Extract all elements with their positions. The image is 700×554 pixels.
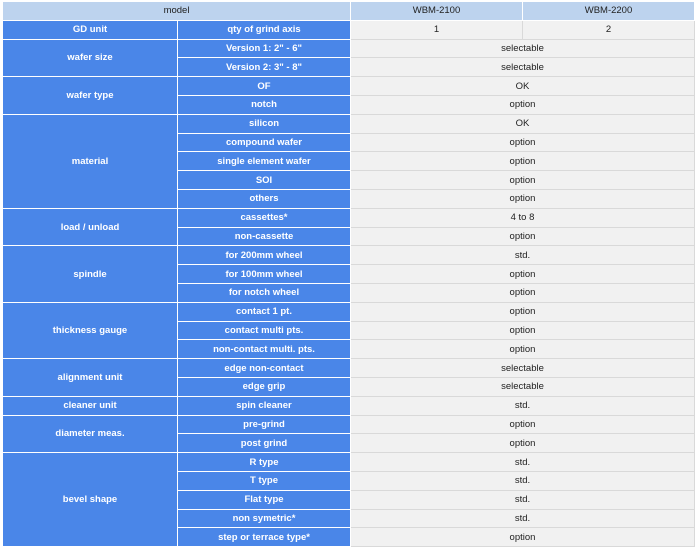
item-label: non symetric* — [178, 510, 351, 529]
item-label: others — [178, 190, 351, 209]
table-row — [3, 359, 695, 378]
item-value: selectable — [351, 40, 695, 59]
item-value: option — [351, 171, 695, 190]
item-value: std. — [351, 453, 695, 472]
item-label: contact 1 pt. — [178, 303, 351, 322]
item-label: for 200mm wheel — [178, 246, 351, 265]
item-value: option — [351, 303, 695, 322]
category-material: material — [3, 115, 178, 209]
table-row — [3, 453, 695, 472]
item-value: OK — [351, 115, 695, 134]
category-bevel-shape: bevel shape — [3, 453, 178, 547]
gd-unit-row — [3, 21, 695, 40]
category-thickness-gauge: thickness gauge — [3, 303, 178, 359]
category-alignment-unit: alignment unit — [3, 359, 178, 397]
category-load-unload: load / unload — [3, 209, 178, 247]
item-label: cassettes* — [178, 209, 351, 228]
item-label: step or terrace type* — [178, 528, 351, 547]
category-spindle: spindle — [3, 246, 178, 302]
item-label: T type — [178, 472, 351, 491]
table-row — [3, 397, 695, 416]
item-label: SOI — [178, 171, 351, 190]
table-row — [3, 115, 695, 134]
item-value: option — [351, 528, 695, 547]
item-label: non-contact multi. pts. — [178, 340, 351, 359]
table-row — [3, 40, 695, 59]
item-value: std. — [351, 246, 695, 265]
item-label: edge non-contact — [178, 359, 351, 378]
spec-table — [3, 2, 695, 547]
spec-table-body — [3, 2, 695, 547]
item-value: option — [351, 416, 695, 435]
item-label: notch — [178, 96, 351, 115]
item-value: std. — [351, 491, 695, 510]
item-value: std. — [351, 510, 695, 529]
item-label: Version 2: 3" - 8" — [178, 58, 351, 77]
item-label: for 100mm wheel — [178, 265, 351, 284]
table-row — [3, 303, 695, 322]
item-value: option — [351, 152, 695, 171]
item-label: Flat type — [178, 491, 351, 510]
item-label: edge grip — [178, 378, 351, 397]
item-label: silicon — [178, 115, 351, 134]
table-row — [3, 77, 695, 96]
category-wafer-size: wafer size — [3, 40, 178, 78]
model-wbm-2200: WBM-2200 — [523, 2, 695, 21]
item-label: single element wafer — [178, 152, 351, 171]
item-label: contact multi pts. — [178, 322, 351, 341]
category-gd-unit: GD unit — [3, 21, 178, 40]
model-header: model — [3, 2, 351, 21]
item-label: Version 1: 2" - 6" — [178, 40, 351, 59]
item-value: OK — [351, 77, 695, 96]
model-wbm-2100: WBM-2100 — [351, 2, 523, 21]
item-label: for notch wheel — [178, 284, 351, 303]
item-value: option — [351, 322, 695, 341]
item-value: std. — [351, 472, 695, 491]
item-value: std. — [351, 397, 695, 416]
item-qty-grind-axis: qty of grind axis — [178, 21, 351, 40]
item-value: option — [351, 134, 695, 153]
table-row — [3, 209, 695, 228]
item-value: selectable — [351, 58, 695, 77]
item-value: option — [351, 284, 695, 303]
item-value: option — [351, 434, 695, 453]
category-wafer-type: wafer type — [3, 77, 178, 115]
item-label: pre-grind — [178, 416, 351, 435]
value-wbm-2200: 2 — [523, 21, 695, 40]
table-row — [3, 246, 695, 265]
header-row — [3, 2, 695, 21]
table-row — [3, 416, 695, 435]
item-label: R type — [178, 453, 351, 472]
item-value: selectable — [351, 359, 695, 378]
item-value: option — [351, 265, 695, 284]
item-label: compound wafer — [178, 134, 351, 153]
value-wbm-2100: 1 — [351, 21, 523, 40]
category-diameter-meas: diameter meas. — [3, 416, 178, 454]
item-value: option — [351, 228, 695, 247]
item-label: spin cleaner — [178, 397, 351, 416]
category-cleaner-unit: cleaner unit — [3, 397, 178, 416]
item-value: 4 to 8 — [351, 209, 695, 228]
item-label: post grind — [178, 434, 351, 453]
item-value: option — [351, 340, 695, 359]
item-value: selectable — [351, 378, 695, 397]
item-label: non-cassette — [178, 228, 351, 247]
item-label: OF — [178, 77, 351, 96]
item-value: option — [351, 96, 695, 115]
item-value: option — [351, 190, 695, 209]
